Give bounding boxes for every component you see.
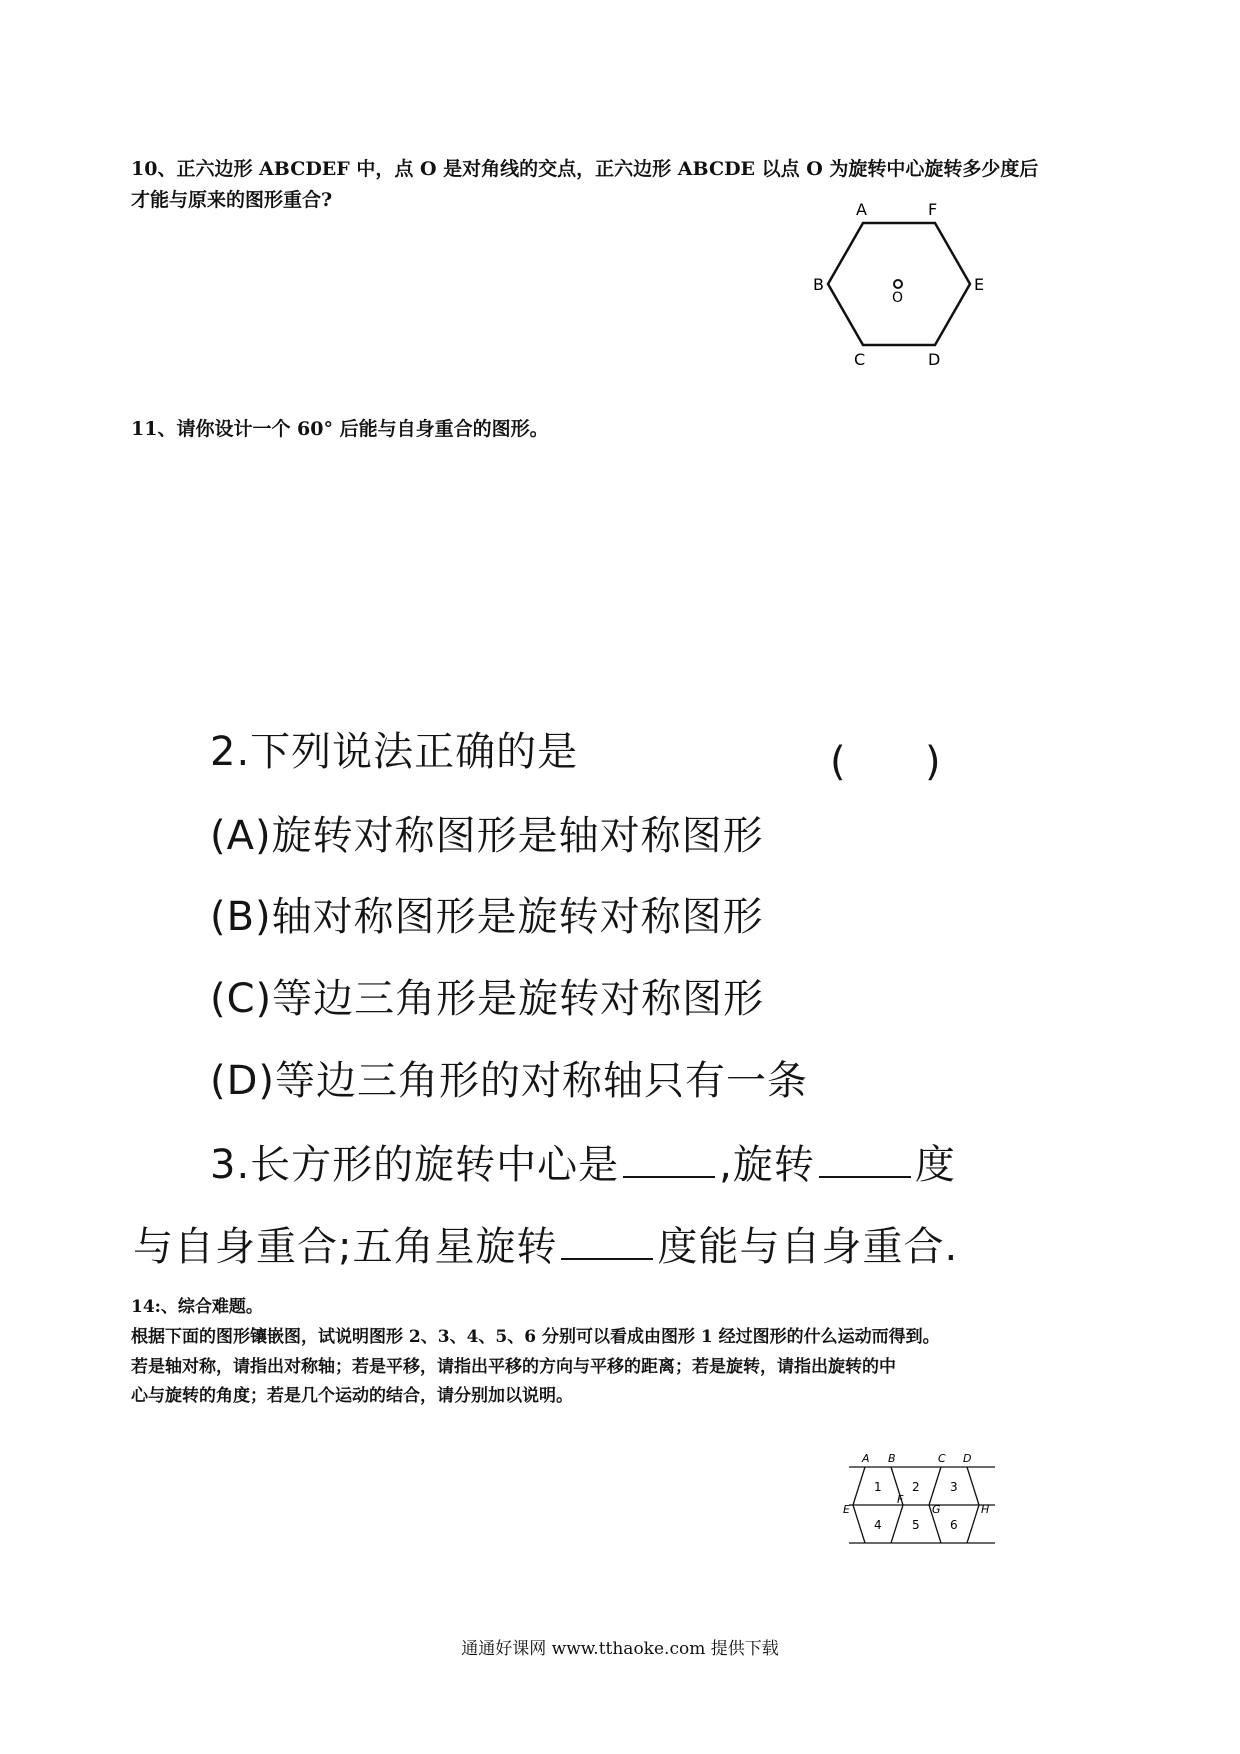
q14-title: 14:、综合难题。 (131, 1297, 263, 1317)
q14-line1: 根据下面的图形镶嵌图，试说明图形 2、3、4、5、6 分别可以看成由图形 1 经过图形的什么运动而得到。 (131, 1327, 940, 1347)
tiling-diagram (835, 1445, 1005, 1560)
hex-label-f: F (928, 200, 938, 219)
q2-option-d: (D)等边三角形的对称轴只有一条 (210, 1058, 809, 1104)
tiling-region-5: 5 (912, 1518, 920, 1532)
q3-line2 (133, 1222, 958, 1271)
tiling-region-3: 3 (950, 1480, 958, 1494)
q3-part3: 度 (914, 1142, 956, 1188)
q3-part5: 度能与自身重合. (657, 1224, 959, 1270)
hex-label-b: B (813, 275, 824, 294)
q3-blank-center (623, 1140, 715, 1178)
tiling-point-a: A (862, 1452, 870, 1465)
q10-line2: 才能与原来的图形重合? (131, 189, 333, 211)
tiling-edge (853, 1505, 865, 1543)
q11-text: 11、请你设计一个 60° 后能与自身重合的图形。 (131, 418, 549, 440)
hexagon-diagram (800, 195, 990, 370)
tiling-region-4: 4 (874, 1518, 882, 1532)
q2-paren-close: ) (925, 739, 941, 785)
q3-blank-star-degrees (561, 1222, 653, 1260)
tiling-point-f: F (897, 1493, 904, 1506)
tiling-region-6: 6 (950, 1518, 958, 1532)
tiling-edge (891, 1505, 903, 1543)
tiling-edge (853, 1467, 865, 1505)
tiling-edge (967, 1505, 979, 1543)
tiling-point-g: G (932, 1503, 941, 1516)
q3-blank-rect-degrees (819, 1140, 911, 1178)
footer-text: 通通好课网 www.tthaoke.com 提供下载 (461, 1639, 779, 1659)
hex-label-a: A (856, 200, 867, 219)
q2-option-b: (B)轴对称图形是旋转对称图形 (210, 894, 764, 940)
hexagon-shape (828, 223, 970, 345)
tiling-point-c: C (938, 1452, 946, 1465)
q3-part4: 与自身重合;五角星旋转 (133, 1224, 558, 1270)
q14-line3: 心与旋转的角度；若是几个运动的结合，请分别加以说明。 (131, 1386, 573, 1406)
q3-part1: 3.长方形的旋转中心是 (210, 1142, 620, 1188)
hex-label-d: D (928, 350, 941, 369)
center-point (894, 280, 902, 288)
tiling-point-e: E (843, 1503, 850, 1516)
q10-line1: 10、正六边形 ABCDEF 中，点 O 是对角线的交点，正六边形 ABCDE 以点 O 为旋转中心旋转多少度后 (131, 158, 1039, 180)
tiling-point-d: D (963, 1452, 972, 1465)
tiling-edge (967, 1467, 979, 1505)
tiling-point-b: B (888, 1452, 896, 1465)
q3-part2: ,旋转 (719, 1142, 815, 1188)
q14-line2: 若是轴对称，请指出对称轴；若是平移，请指出平移的方向与平移的距离；若是旋转，请指出旋转的中 (131, 1357, 896, 1377)
tiling-edge (929, 1467, 941, 1505)
q3-line1 (210, 1140, 956, 1189)
q2-option-c: (C)等边三角形是旋转对称图形 (210, 976, 765, 1022)
q2-stem: 2.下列说法正确的是 (210, 729, 579, 775)
hex-label-c: C (854, 350, 866, 369)
q2-paren-open: ( (830, 739, 846, 785)
tiling-point-h: H (981, 1503, 990, 1516)
hex-label-o: O (892, 290, 904, 306)
tiling-region-1: 1 (874, 1480, 882, 1494)
q2-option-a: (A)旋转对称图形是轴对称图形 (210, 813, 764, 859)
hex-label-e: E (974, 275, 985, 294)
tiling-region-2: 2 (912, 1480, 920, 1494)
